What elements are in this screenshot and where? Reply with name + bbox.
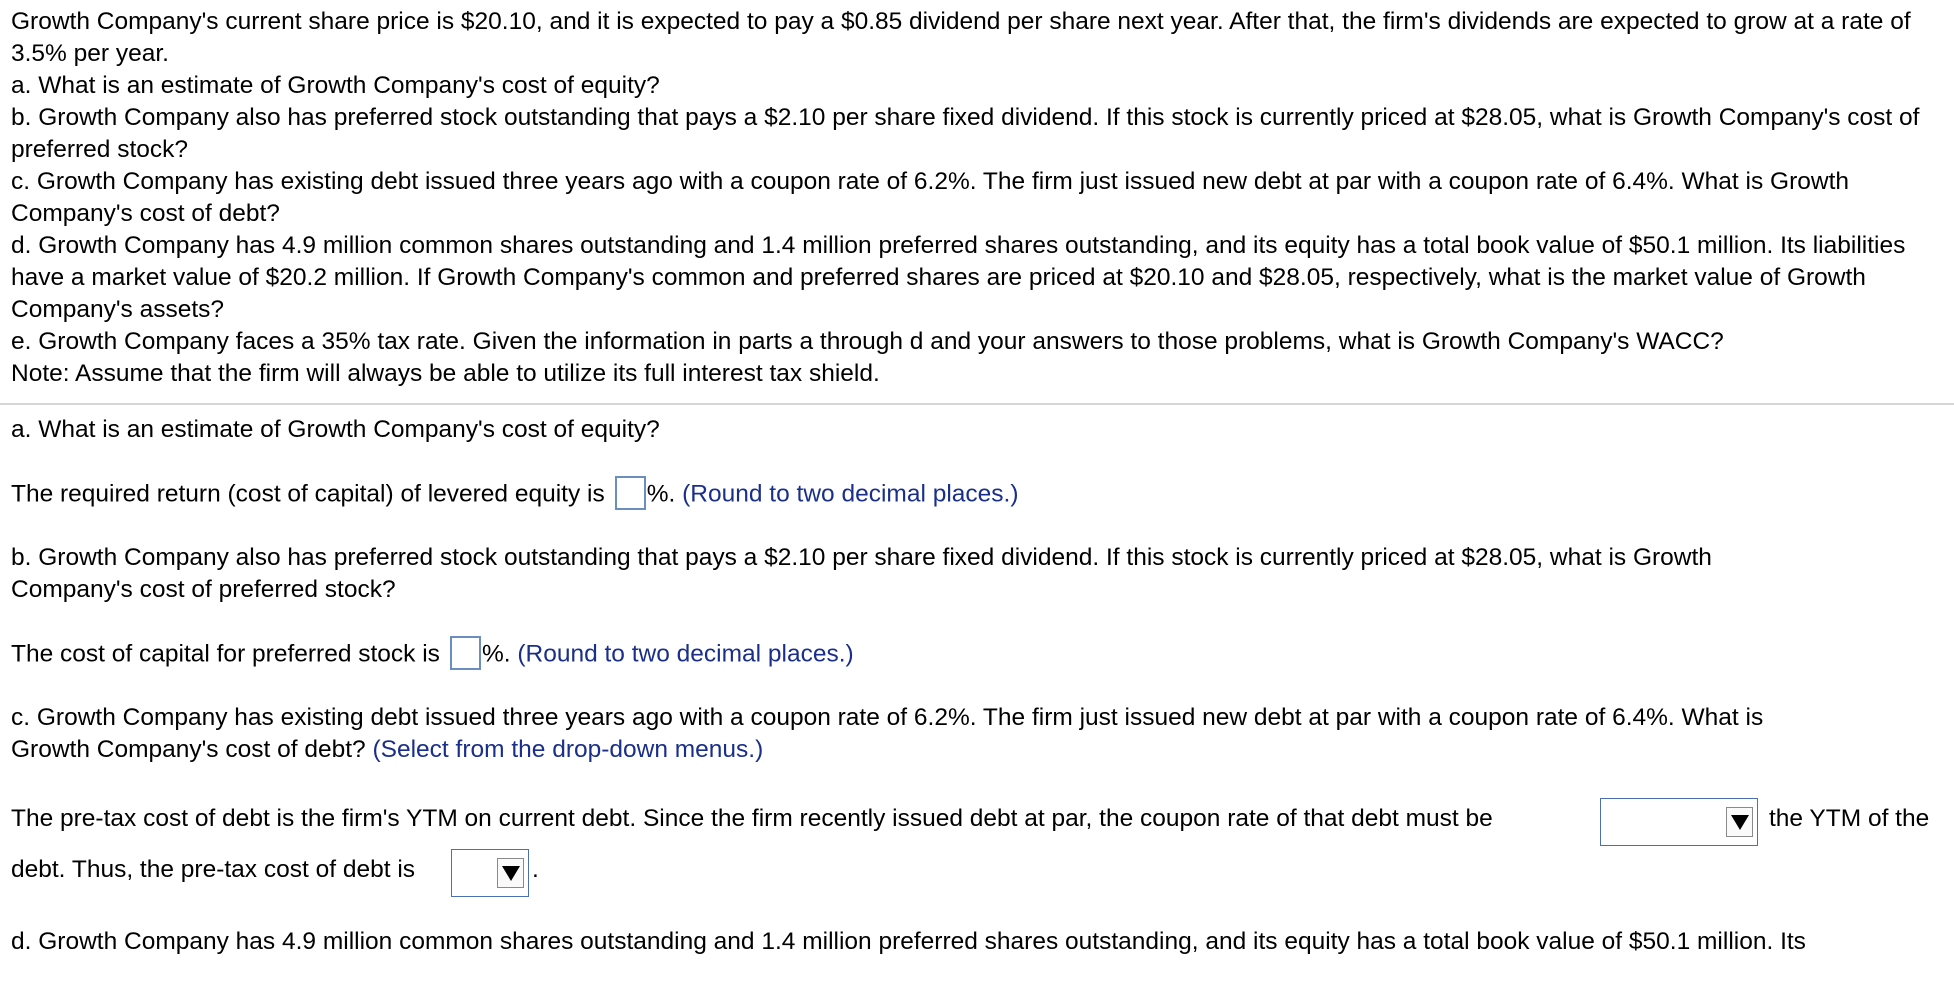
problem-part-c: c. Growth Company has existing debt issued three years ago with a coupon rate of 6.2%. The firm just issued new debt at par with a coupon rate of 6.4%. What is Growth Company's cost of debt?	[11, 168, 1850, 227]
part-b-question-line1: b. Growth Company also has preferred stock outstanding that pays a $2.10 per share fixed dividend. If this stock is currently priced at $28.05, what is Growth	[11, 544, 1712, 571]
problem-part-d: d. Growth Company has 4.9 million common shares outstanding and 1.4 million preferred shares outstanding, and its equity has a total book value of $50.1 million. Its liabilities have a market value of $20.2 million. If Growth Company's common and preferred shares are priced at $20.10 and $28.05, respectively, what is the market value of Growth Company's assets?	[11, 232, 1906, 323]
problem-note: Note: Assume that the firm will always be able to utilize its full interest tax shield.	[11, 360, 880, 387]
part-a-question: a. What is an estimate of Growth Company's cost of equity?	[11, 416, 660, 443]
problem-part-b: b. Growth Company also has preferred stock outstanding that pays a $2.10 per share fixed dividend. If this stock is currently priced at $28.05, what is Growth Company's cost of preferred stock?	[11, 104, 1920, 163]
part-b-percent: %.	[481, 640, 511, 668]
part-a-hint: (Round to two decimal places.)	[682, 480, 1019, 508]
part-b-hint: (Round to two decimal places.)	[517, 640, 854, 668]
cost-of-preferred-input[interactable]	[450, 636, 481, 670]
part-c-question-line1: c. Growth Company has existing debt issued three years ago with a coupon rate of 6.2%. The firm just issued new debt at par with a coupon rate of 6.4%. What is	[11, 704, 1764, 731]
part-c-sentence2-suffix: .	[532, 856, 539, 883]
part-a-answer-row	[11, 478, 1019, 512]
part-b-question-line2: Company's cost of preferred stock?	[11, 576, 396, 603]
part-b-answer-prefix: The cost of capital for preferred stock is	[11, 640, 440, 668]
pre-tax-cost-dropdown[interactable]	[451, 849, 529, 897]
part-a-answer-prefix: The required return (cost of capital) of levered equity is	[11, 480, 605, 508]
problem-statement	[11, 6, 1946, 390]
cost-of-equity-input[interactable]	[615, 476, 646, 510]
problem-part-e: e. Growth Company faces a 35% tax rate. Given the information in parts a through d and your answers to those problems, what is Growth Company's WACC?	[11, 328, 1724, 355]
part-c-sentence1-suffix: the YTM of the	[1769, 805, 1930, 832]
part-c-sentence2-prefix: debt. Thus, the pre-tax cost of debt is	[11, 856, 416, 883]
part-b-answer-row	[11, 638, 854, 672]
part-c-hint: (Select from the drop-down menus.)	[372, 736, 764, 763]
part-c-sentence1-prefix: The pre-tax cost of debt is the firm's YTM on current debt. Since the firm recently issued debt at par, the coupon rate of that debt must be	[11, 805, 1493, 832]
section-divider	[0, 403, 1954, 405]
part-c-question-line2	[11, 734, 763, 766]
dropdown-arrow-icon[interactable]	[1726, 807, 1753, 837]
part-c-question-text: Growth Company's cost of debt?	[11, 736, 366, 763]
coupon-vs-ytm-dropdown[interactable]	[1600, 798, 1758, 846]
problem-intro: Growth Company's current share price is $20.10, and it is expected to pay a $0.85 dividend per share next year. After that, the firm's dividends are expected to grow at a rate of 3.5% per year.	[11, 8, 1911, 67]
problem-part-a: a. What is an estimate of Growth Company's cost of equity?	[11, 72, 660, 99]
part-a-percent: %.	[646, 480, 676, 508]
dropdown-arrow-icon[interactable]	[497, 858, 524, 888]
part-d-question-line1: d. Growth Company has 4.9 million common shares outstanding and 1.4 million preferred shares outstanding, and its equity has a total book value of $50.1 million. Its	[11, 928, 1806, 955]
